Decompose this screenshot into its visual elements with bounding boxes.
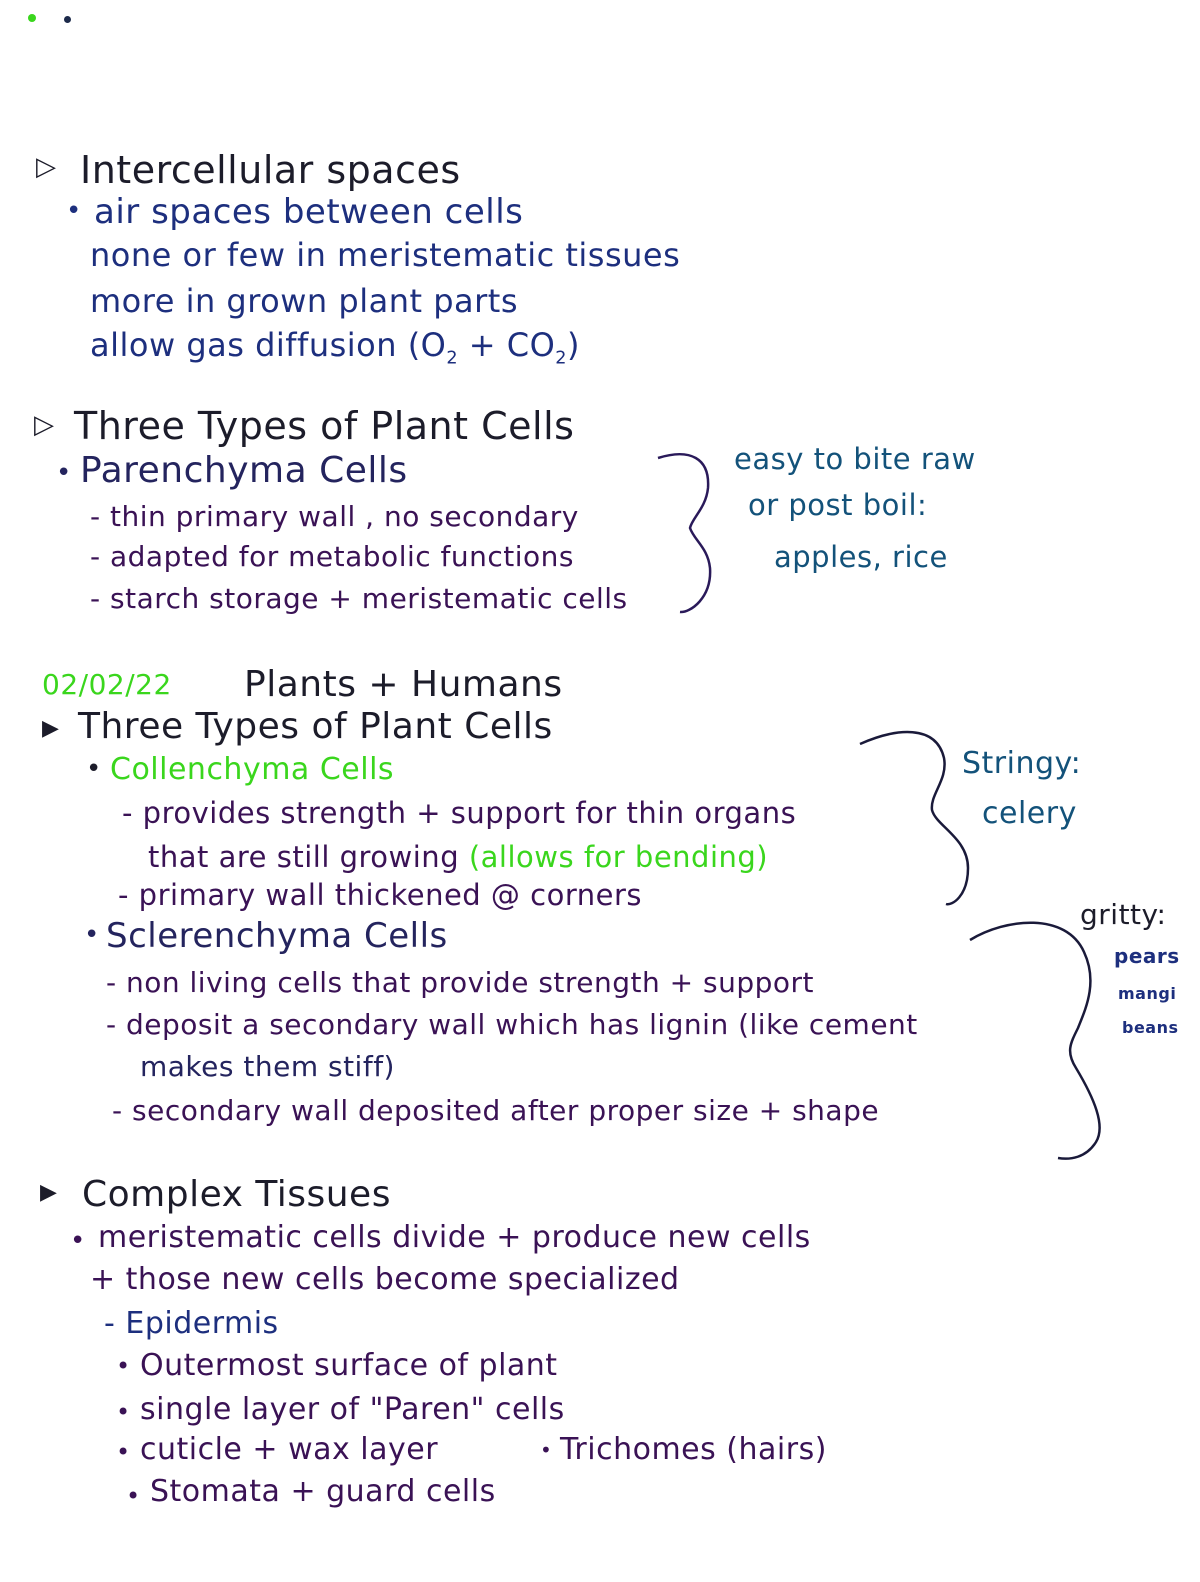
parenchyma-point-1: - thin primary wall , no secondary — [90, 500, 579, 533]
collenchyma-point-2: - primary wall thickened @ corners — [118, 878, 642, 912]
parenchyma-point-3: - starch storage + meristematic cells — [90, 582, 628, 615]
epidermis-heading: - Epidermis — [104, 1306, 279, 1341]
sclerenchyma-side-item-3: beans — [1122, 1018, 1179, 1037]
intercellular-line-2: more in grown plant parts — [90, 282, 518, 320]
collenchyma-note-2: celery — [982, 796, 1077, 831]
collenchyma-note-1: Stringy: — [962, 746, 1082, 781]
bullet-dot: • — [540, 1438, 552, 1462]
bullet-dot: • — [66, 196, 82, 226]
parenchyma-point-2: - adapted for metabolic functions — [90, 540, 575, 573]
parenchyma-note-1: easy to bite raw — [734, 442, 976, 476]
sclerenchyma-side-label: gritty: — [1080, 898, 1167, 931]
bullet-dot: • — [116, 1398, 131, 1426]
epidermis-extra-point: Trichomes (hairs) — [560, 1432, 827, 1467]
date-label: 02/02/22 — [42, 668, 172, 701]
heading-three-types-1: Three Types of Plant Cells — [74, 404, 575, 448]
bullet-dot: • — [116, 1438, 131, 1466]
bullet-dot: • — [56, 458, 72, 488]
parenchyma-note-2: or post boil: — [748, 488, 928, 522]
parenchyma-name: Parenchyma Cells — [80, 450, 408, 491]
date-title: Plants + Humans — [244, 664, 563, 705]
epidermis-point-3: cuticle + wax layer — [140, 1432, 439, 1467]
bullet-dot: • — [70, 1226, 86, 1256]
complex-bullet: meristematic cells divide + produce new cells — [98, 1220, 811, 1255]
sclerenchyma-name: Sclerenchyma Cells — [106, 916, 448, 956]
intercellular-gas-line: allow gas diffusion $(O_2 + CO_2)$ — [90, 326, 580, 369]
collenchyma-point-1: - provides strength + support for thin organs — [122, 796, 797, 830]
collenchyma-name: Collenchyma Cells — [110, 752, 395, 787]
sclerenchyma-point-3: - secondary wall deposited after proper size + shape — [112, 1094, 880, 1127]
brace-sclerenchyma — [966, 912, 1126, 1162]
sclerenchyma-point-2-cont: makes them stiff) — [140, 1050, 395, 1083]
sclerenchyma-point-1: - non living cells that provide strength + support — [106, 966, 815, 999]
complex-bullet-cont: + those new cells become specialized — [90, 1262, 680, 1297]
triangle-icon: ▶ — [40, 1180, 57, 1205]
collenchyma-point-1-cont: that are still growing (allows for bending) — [148, 840, 769, 874]
sclerenchyma-side-item-1: pears — [1114, 944, 1180, 968]
triangle-icon: ▶ — [42, 716, 59, 741]
epidermis-point-1: Outermost surface of plant — [140, 1348, 558, 1383]
sclerenchyma-point-2: - deposit a secondary wall which has lignin (like cement — [106, 1008, 918, 1041]
bullet-dot: • — [116, 1352, 131, 1380]
bullet-dot: • — [126, 1482, 141, 1510]
sclerenchyma-side-item-2: mangi — [1118, 984, 1177, 1003]
epidermis-point-2: single layer of "Paren" cells — [140, 1392, 565, 1427]
heading-complex-tissues: Complex Tissues — [82, 1174, 391, 1215]
green-dot — [28, 14, 36, 22]
bullet-dot: • — [86, 754, 102, 784]
epidermis-point-4: Stomata + guard cells — [150, 1474, 496, 1509]
collenchyma-bending-note: (allows for bending) — [468, 840, 769, 874]
dark-dot — [64, 16, 71, 23]
intercellular-bullet: air spaces between cells — [94, 192, 524, 232]
bullet-dot: • — [84, 920, 100, 950]
parenchyma-note-3: apples, rice — [774, 540, 948, 574]
triangle-icon: ▷ — [36, 152, 56, 182]
heading-intercellular: Intercellular spaces — [80, 148, 461, 192]
heading-three-types-2: Three Types of Plant Cells — [78, 706, 553, 747]
intercellular-line-1: none or few in meristematic tissues — [90, 236, 681, 274]
triangle-icon: ▷ — [34, 410, 54, 440]
